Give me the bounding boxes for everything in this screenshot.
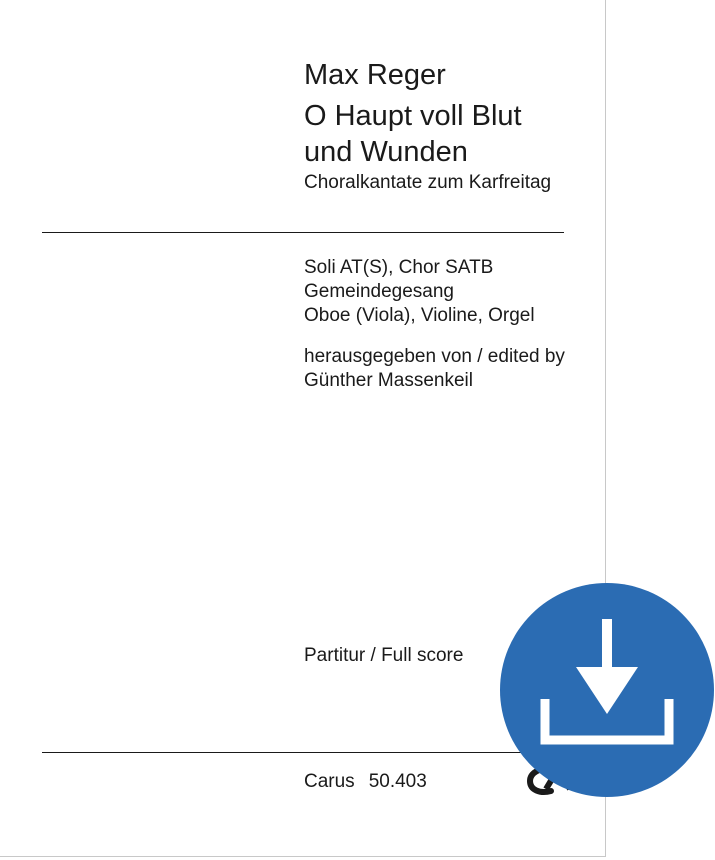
- publisher-name: Carus: [304, 771, 355, 792]
- instrumentation-line: Gemeindegesang: [304, 281, 454, 302]
- instrumentation: [304, 256, 535, 328]
- editor-credit: [304, 345, 565, 393]
- work-title: [304, 98, 522, 170]
- instrumentation-line: Soli AT(S), Chor SATB: [304, 257, 494, 278]
- bottom-divider: [42, 752, 564, 753]
- work-title-line-2: und Wunden: [304, 136, 468, 168]
- composer-name: Max Reger: [304, 59, 446, 91]
- work-subtitle: Choralkantate zum Karfreitag: [304, 172, 552, 193]
- work-title-line-1: O Haupt voll Blut: [304, 100, 522, 132]
- download-button[interactable]: [500, 583, 714, 797]
- editor-label: herausgegeben von / edited by: [304, 346, 565, 367]
- catalog-number: 50.403: [368, 771, 427, 792]
- score-type: Partitur / Full score: [304, 645, 464, 666]
- publisher-line: [304, 770, 427, 794]
- download-icon: [500, 583, 714, 797]
- instrumentation-line: Oboe (Viola), Violine, Orgel: [304, 305, 535, 326]
- top-divider: [42, 232, 564, 233]
- editor-name: Günther Massenkeil: [304, 370, 473, 391]
